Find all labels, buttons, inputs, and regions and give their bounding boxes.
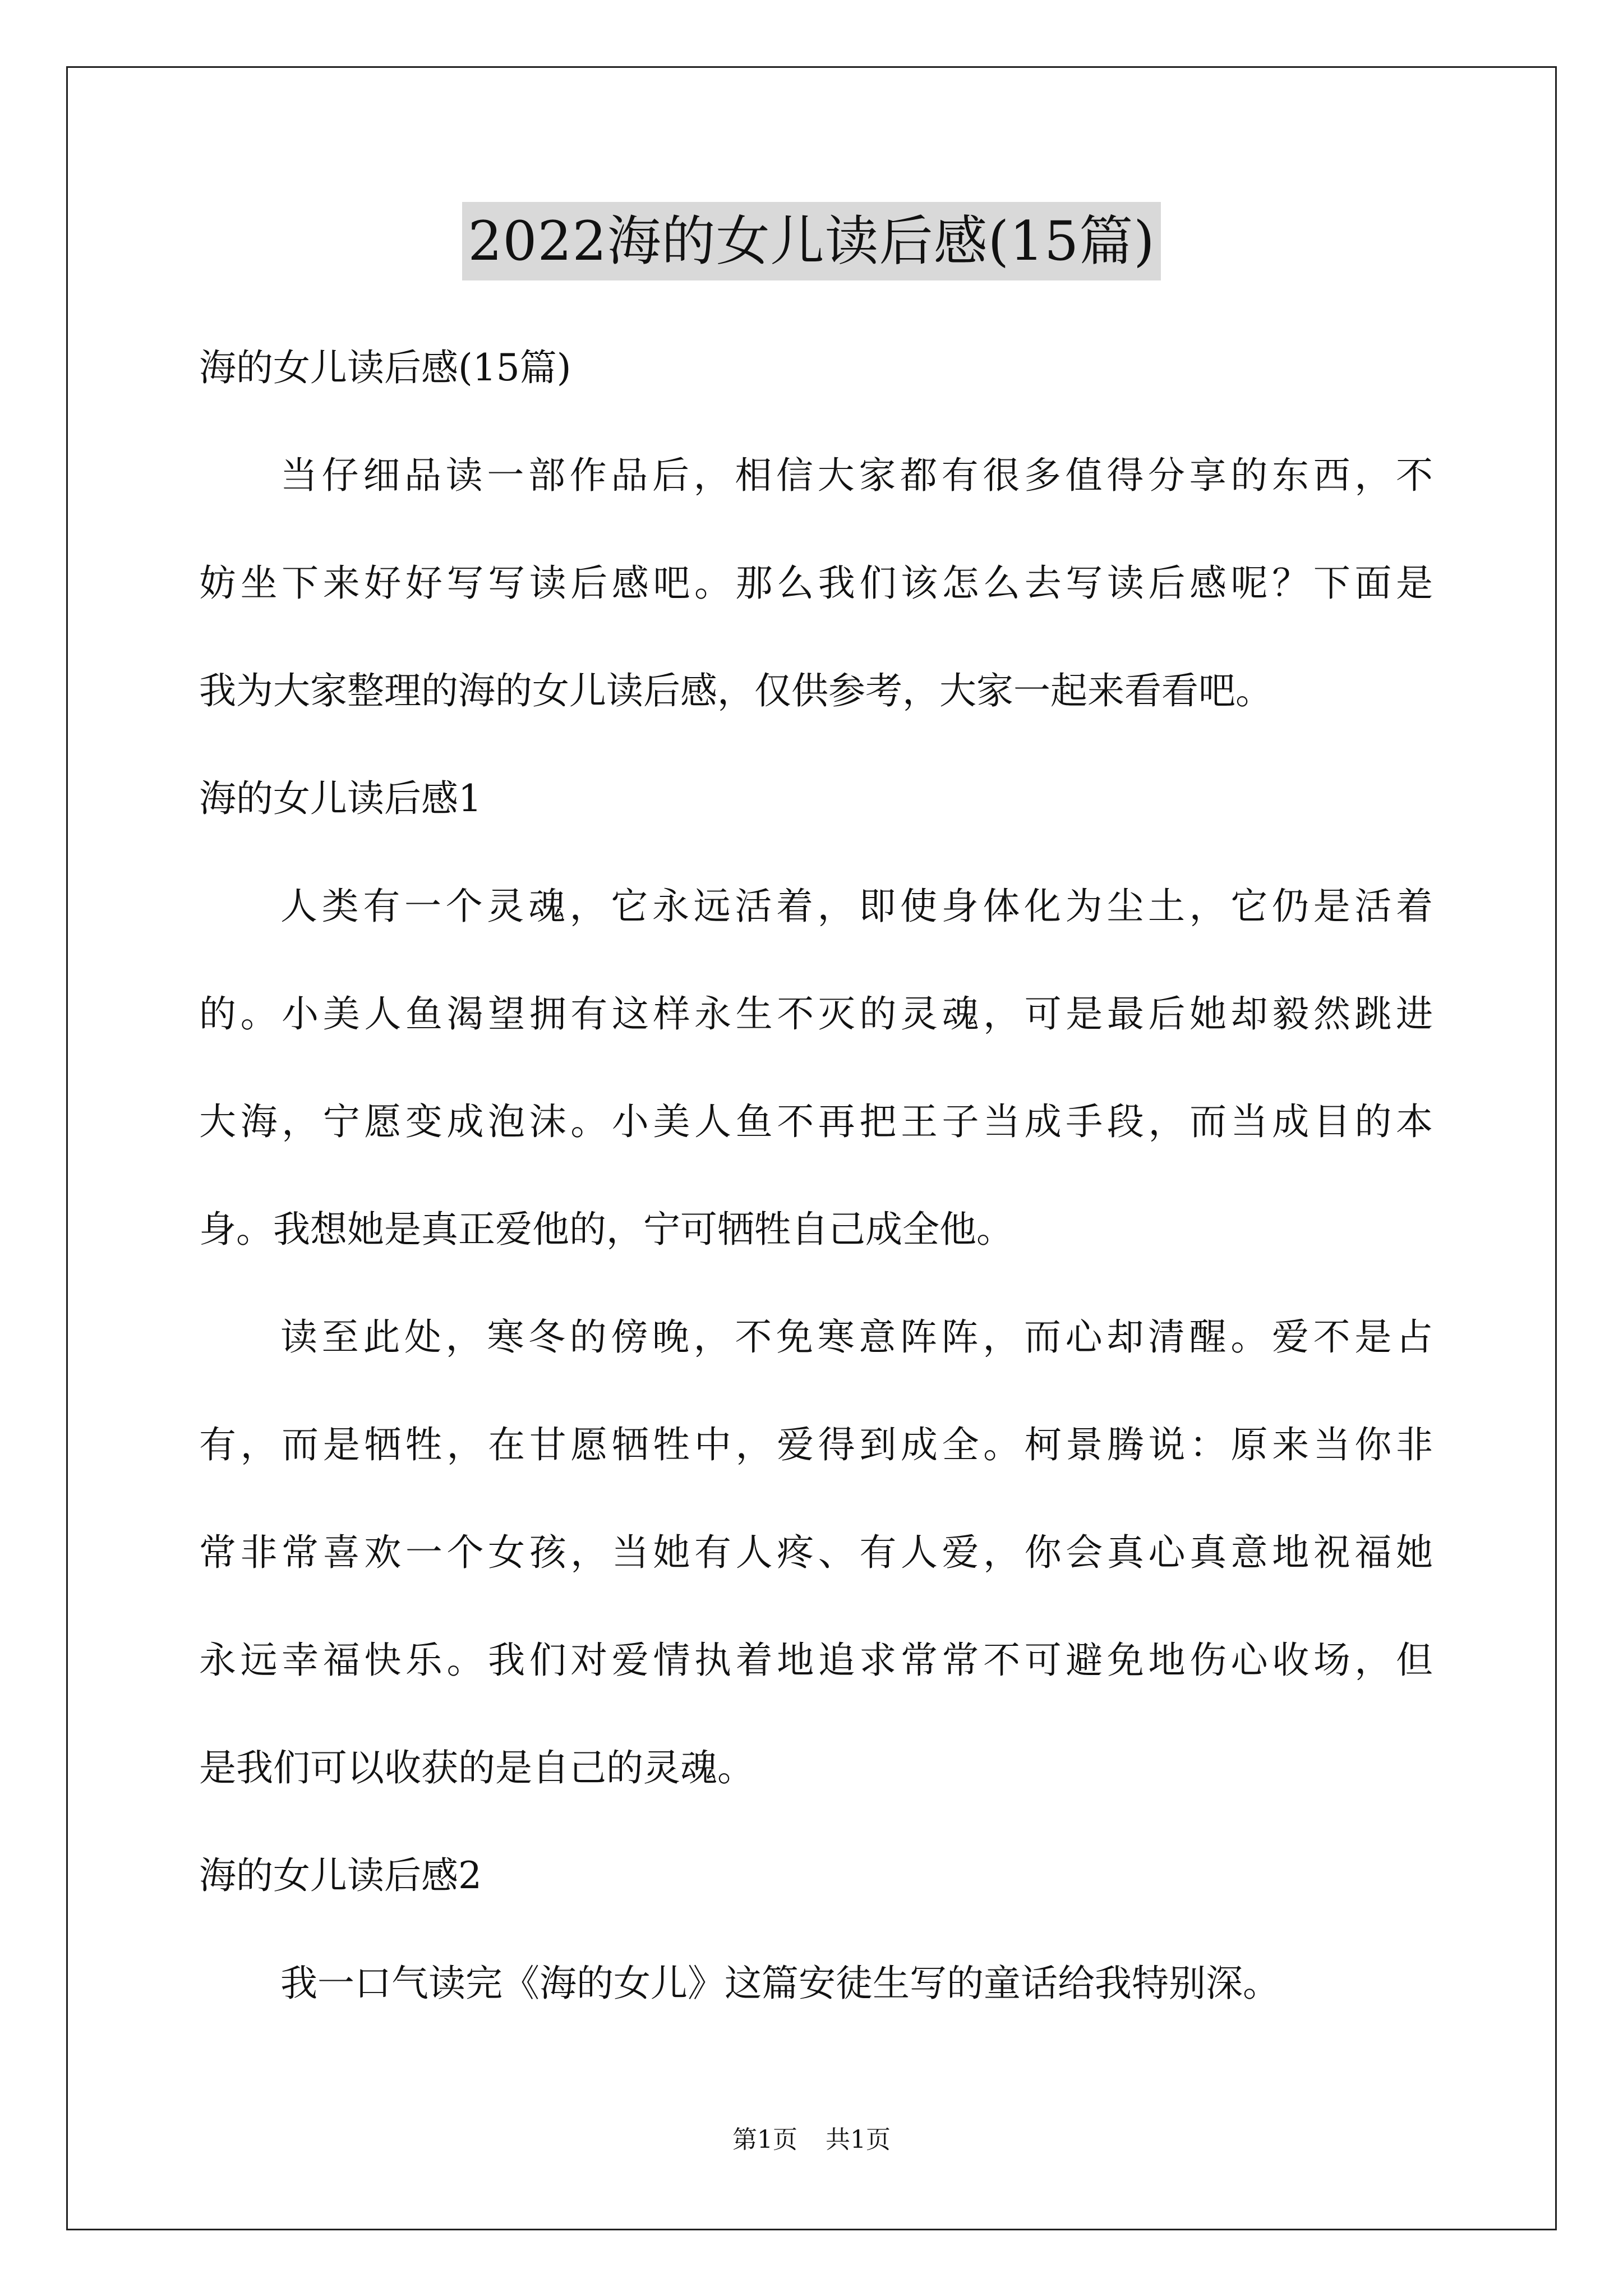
intro-line: 妨坐下来好好写写读后感吧。那么我们该怎么去写读后感呢？下面是 bbox=[199, 562, 1433, 605]
document-title bbox=[0, 202, 1623, 286]
paragraph-line: 读至此处，寒冬的傍晚，不免寒意阵阵，而心却清醒。爱不是占 bbox=[280, 1315, 1433, 1359]
section-heading: 海的女儿读后感2 bbox=[199, 1854, 482, 1897]
paragraph-line: 我一口气读完《海的女儿》这篇安徒生写的童话给我特别深。 bbox=[280, 1962, 1280, 2005]
paragraph-line: 大海，宁愿变成泡沫。小美人鱼不再把王子当成手段，而当成目的本 bbox=[199, 1100, 1433, 1143]
page-footer bbox=[0, 2123, 1623, 2157]
paragraph-line: 身。我想她是真正爱他的，宁可牺牲自己成全他。 bbox=[199, 1208, 1013, 1251]
subtitle: 海的女儿读后感(15篇) bbox=[199, 346, 571, 389]
paragraph-line: 常非常喜欢一个女孩，当她有人疼、有人爱，你会真心真意地祝福她 bbox=[199, 1531, 1433, 1574]
page-number: 第1页 bbox=[732, 2125, 797, 2154]
document-body bbox=[199, 314, 1433, 2037]
paragraph-line: 人类有一个灵魂，它永远活着，即使身体化为尘土，它仍是活着 bbox=[280, 885, 1433, 928]
paragraph-line: 有，而是牺牲，在甘愿牺牲中，爱得到成全。柯景腾说：原来当你非 bbox=[199, 1423, 1433, 1466]
section-heading: 海的女儿读后感1 bbox=[199, 777, 482, 820]
paragraph-line: 的。小美人鱼渴望拥有这样永生不灭的灵魂，可是最后她却毅然跳进 bbox=[199, 992, 1433, 1036]
intro-line: 当仔细品读一部作品后，相信大家都有很多值得分享的东西，不 bbox=[280, 454, 1433, 497]
document-title-text: 2022海的女儿读后感(15篇) bbox=[462, 202, 1160, 280]
intro-line: 我为大家整理的海的女儿读后感，仅供参考，大家一起来看看吧。 bbox=[199, 669, 1272, 712]
paragraph-line: 永远幸福快乐。我们对爱情执着地追求常常不可避免地伤心收场，但 bbox=[199, 1639, 1433, 1682]
page-total: 共1页 bbox=[826, 2125, 891, 2154]
paragraph-line: 是我们可以收获的是自己的灵魂。 bbox=[199, 1746, 754, 1789]
